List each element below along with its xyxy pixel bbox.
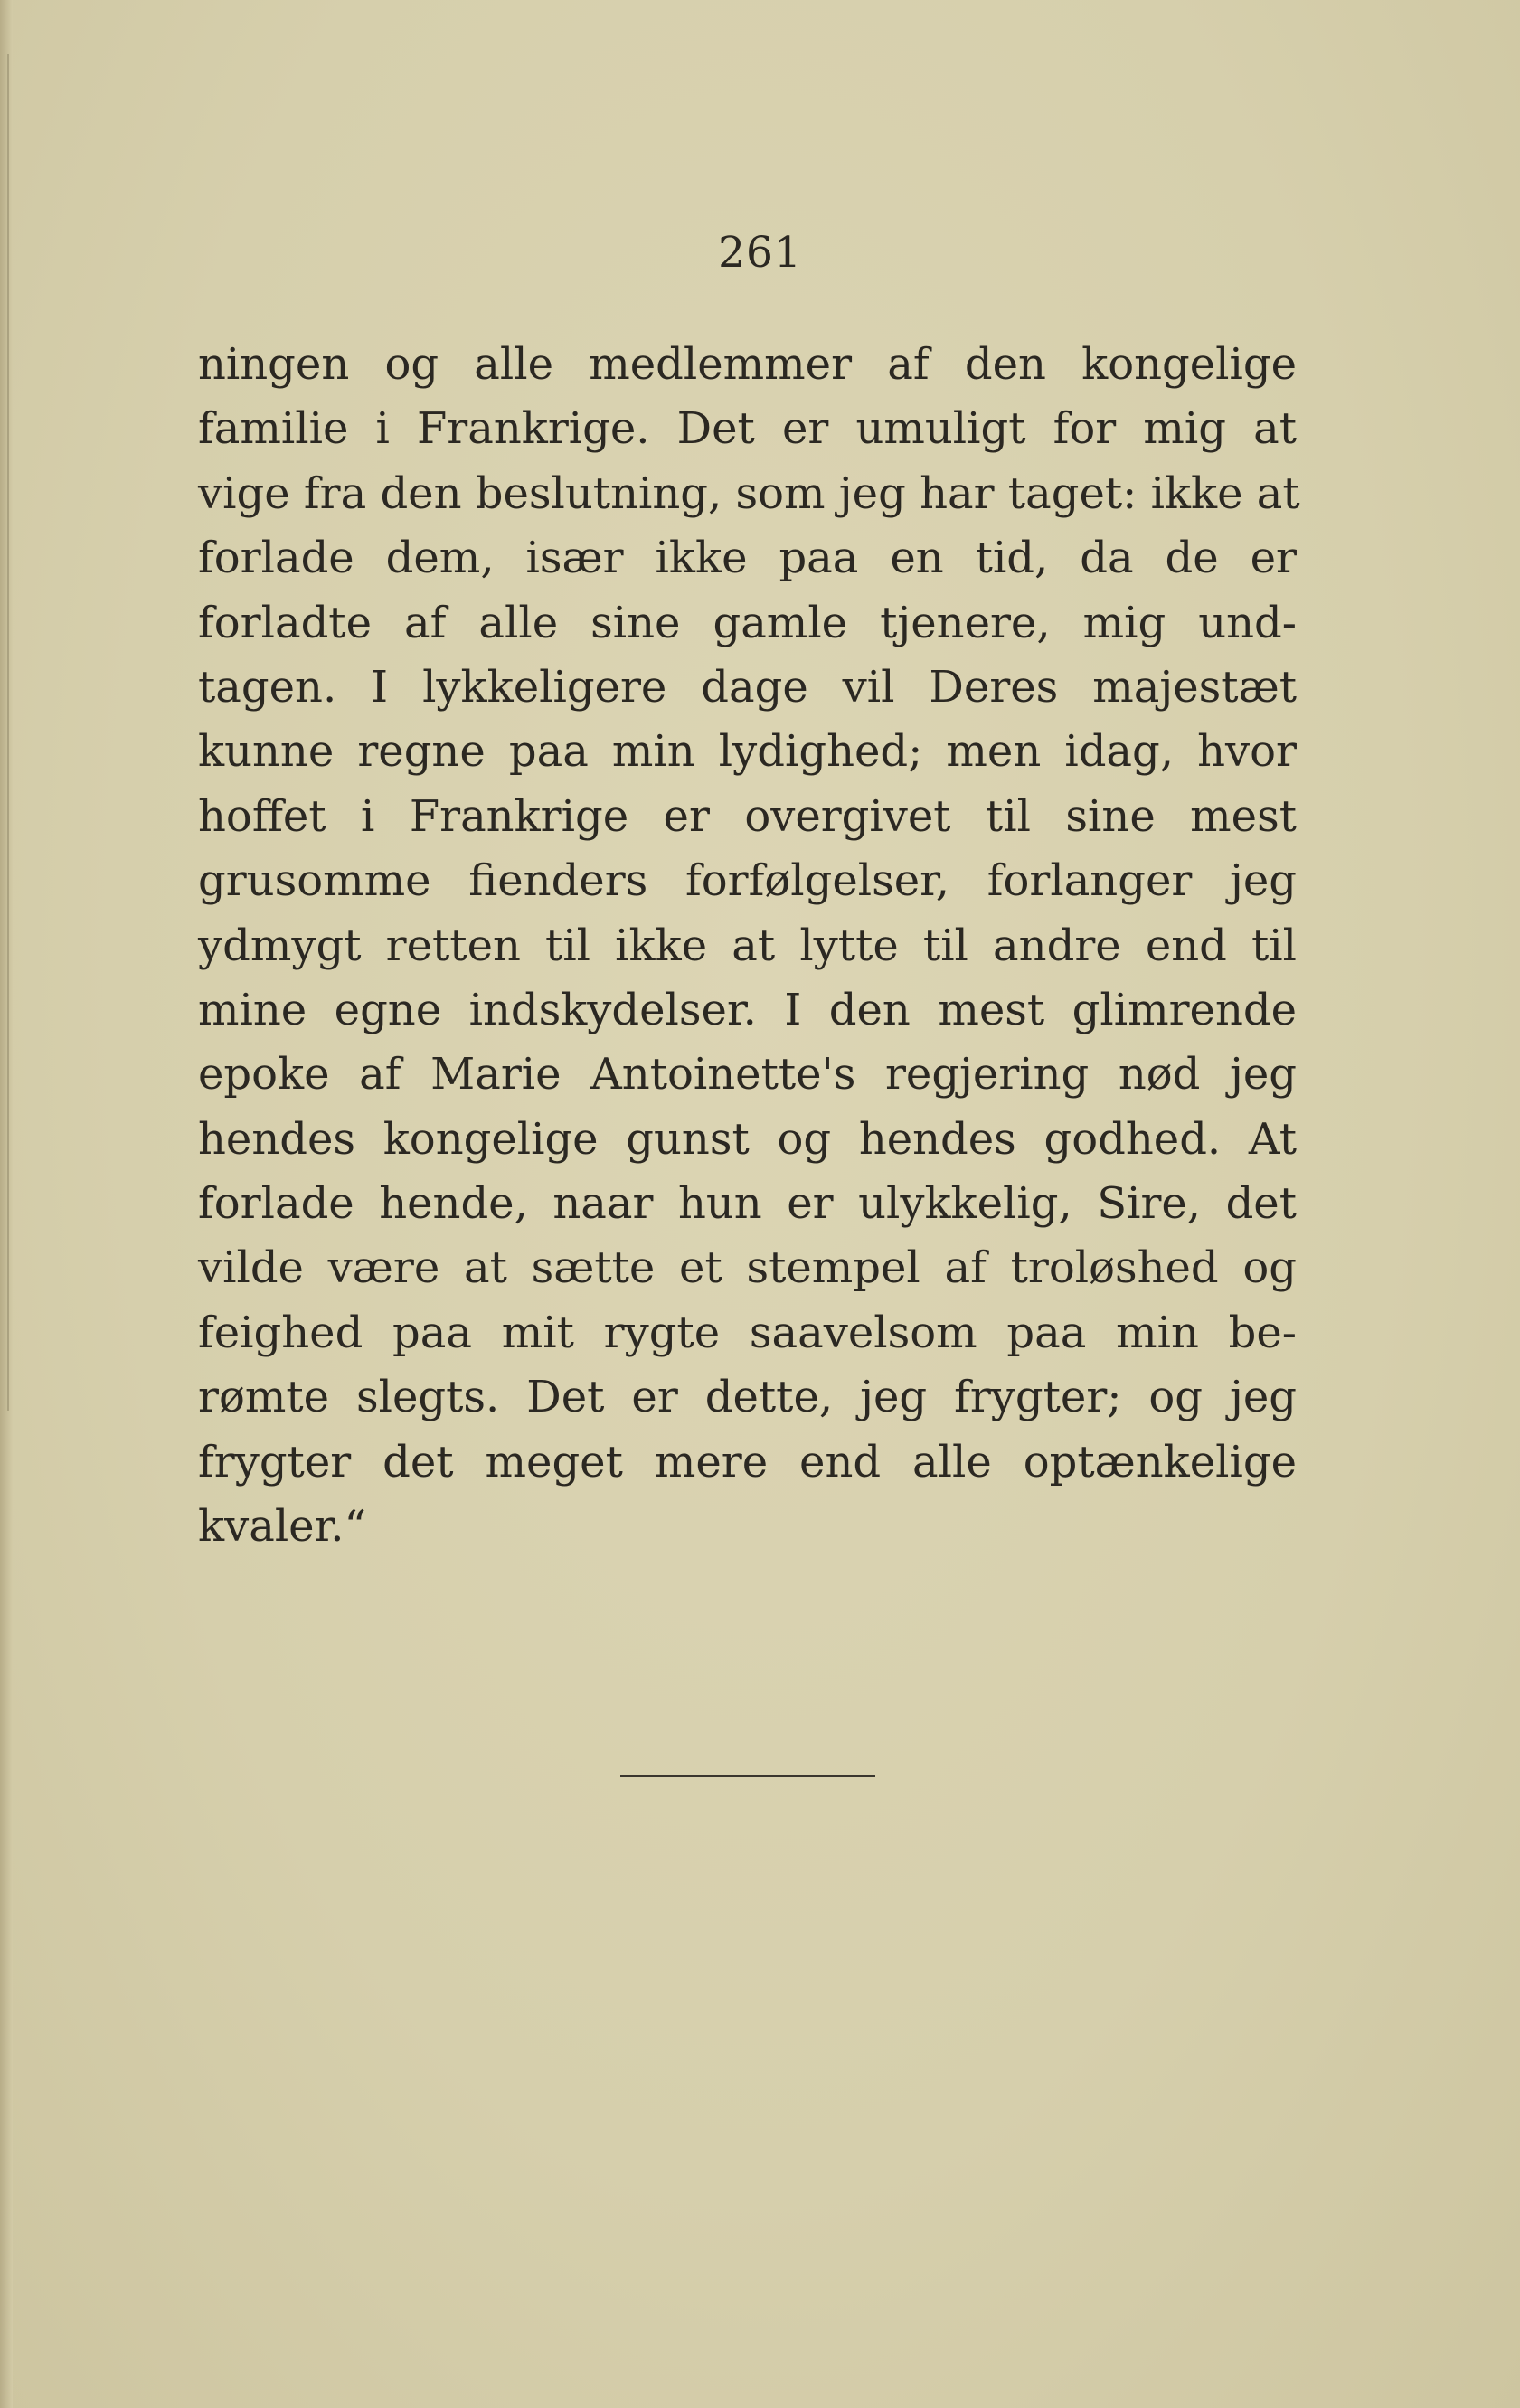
text-line: tagen. I lykkeligere dage vil Deres majestæt	[198, 661, 1297, 713]
text-line: ydmygt retten til ikke at lytte til andre end til	[198, 920, 1297, 971]
text-line: epoke af Marie Antoinette's regjering nød jeg	[198, 1049, 1297, 1100]
text-line: mine egne indskydelser. I den mest glimrende	[198, 984, 1297, 1035]
text-line: kunne regne paa min lydighed; men idag, hvor	[198, 726, 1297, 778]
text-line: forlade dem, især ikke paa en tid, da de er	[198, 533, 1297, 584]
text-line: rømte slegts. Det er dette, jeg frygter; og jeg	[198, 1372, 1297, 1423]
section-end-rule	[620, 1775, 875, 1777]
text-line: frygter det meget mere end alle optænkelige	[198, 1436, 1297, 1487]
text-line: kvaler.“	[198, 1501, 367, 1553]
text-line: forladte af alle sine gamle tjenere, mig und-	[198, 597, 1297, 648]
text-line: vilde være at sætte et stempel af troløshed og	[198, 1242, 1297, 1294]
text-line: grusomme fienders forfølgelser, forlanger jeg	[198, 855, 1297, 907]
body-text	[198, 333, 1300, 1559]
text-line: hoffet i Frankrige er overgivet til sine mest	[198, 790, 1297, 842]
text-line: familie i Frankrige. Det er umuligt for mig at	[198, 403, 1297, 455]
text-line: ningen og alle medlemmer af den kongelige	[198, 339, 1297, 390]
text-line: hendes kongelige gunst og hendes godhed. At	[198, 1113, 1297, 1165]
text-line: forlade hende, naar hun er ulykkelig, Sire, det	[198, 1178, 1297, 1230]
text-line: feighed paa mit rygte saavelsom paa min be-	[198, 1307, 1297, 1358]
page-number: 261	[718, 228, 802, 278]
text-line: vige fra den beslutning, som jeg har taget: ikke at	[198, 467, 1300, 519]
page-edge-shadow	[0, 0, 13, 2408]
